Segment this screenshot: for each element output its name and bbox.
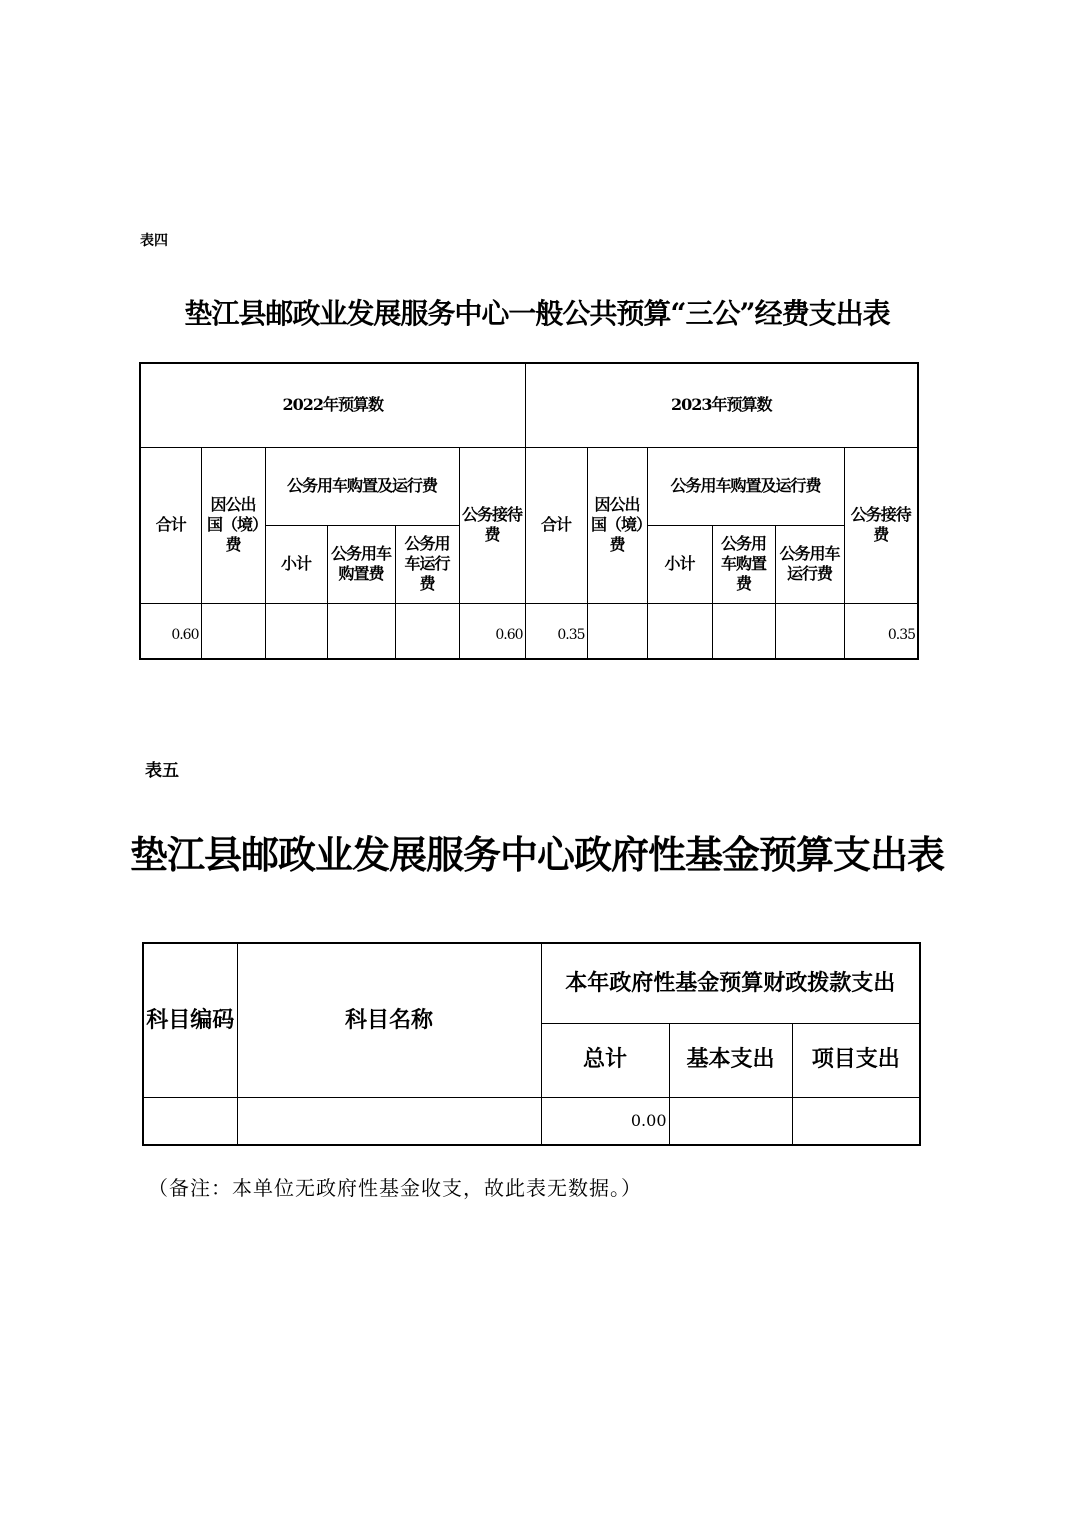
table4-title: 垫江县邮政业发展服务中心一般公共预算“三公”经费支出表	[184, 297, 890, 330]
header-2023: 2023年预算数	[525, 363, 918, 447]
header-reception-2023: 公务接待费	[844, 447, 918, 603]
three-public-expenses-table	[139, 362, 919, 660]
row-code	[143, 1097, 237, 1145]
header-abroad-2022: 因公出国（境）费	[201, 447, 265, 603]
header-vehicle-operation-2023: 公务用车运行费	[775, 525, 844, 603]
header-2022: 2022年预算数	[140, 363, 525, 447]
header-abroad-2023: 因公出国（境）费	[587, 447, 647, 603]
value-vehicle-operation-2023	[775, 603, 844, 659]
header-total: 总计	[541, 1023, 669, 1097]
value-abroad-2023	[587, 603, 647, 659]
table5-title: 垫江县邮政业发展服务中心政府性基金预算支出表	[129, 832, 944, 877]
table-row	[143, 1097, 920, 1145]
header-reception-2022: 公务接待费	[459, 447, 525, 603]
header-vehicle-purchase-2023: 公务用车购置费	[712, 525, 775, 603]
value-total-2022: 0.60	[140, 603, 201, 659]
header-name: 科目名称	[237, 943, 541, 1097]
header-subtotal-2023: 小计	[647, 525, 712, 603]
row-project	[792, 1097, 920, 1145]
header-total-2022: 合计	[140, 447, 201, 603]
table4-label: 表四	[140, 233, 168, 249]
header-vehicle-2022: 公务用车购置及运行费	[265, 447, 459, 525]
table-row	[140, 603, 918, 659]
row-basic	[669, 1097, 792, 1145]
government-fund-table	[142, 942, 921, 1146]
value-abroad-2022	[201, 603, 265, 659]
header-code: 科目编码	[143, 943, 237, 1097]
header-vehicle-operation-2022: 公务用车运行费	[395, 525, 459, 603]
value-vehicle-purchase-2023	[712, 603, 775, 659]
header-total-2023: 合计	[525, 447, 587, 603]
row-total: 0.00	[541, 1097, 669, 1145]
header-vehicle-purchase-2022: 公务用车购置费	[327, 525, 395, 603]
header-subtotal-2022: 小计	[265, 525, 327, 603]
value-total-2023: 0.35	[525, 603, 587, 659]
header-group: 本年政府性基金预算财政拨款支出	[541, 943, 920, 1023]
value-vehicle-purchase-2022	[327, 603, 395, 659]
value-reception-2023: 0.35	[844, 603, 918, 659]
value-reception-2022: 0.60	[459, 603, 525, 659]
value-subtotal-2022	[265, 603, 327, 659]
row-name	[237, 1097, 541, 1145]
table5-label: 表五	[145, 761, 179, 781]
value-subtotal-2023	[647, 603, 712, 659]
header-basic: 基本支出	[669, 1023, 792, 1097]
header-project: 项目支出	[792, 1023, 920, 1097]
table5-note: （备注：本单位无政府性基金收支，故此表无数据。）	[148, 1176, 642, 1200]
header-vehicle-2023: 公务用车购置及运行费	[647, 447, 844, 525]
value-vehicle-operation-2022	[395, 603, 459, 659]
